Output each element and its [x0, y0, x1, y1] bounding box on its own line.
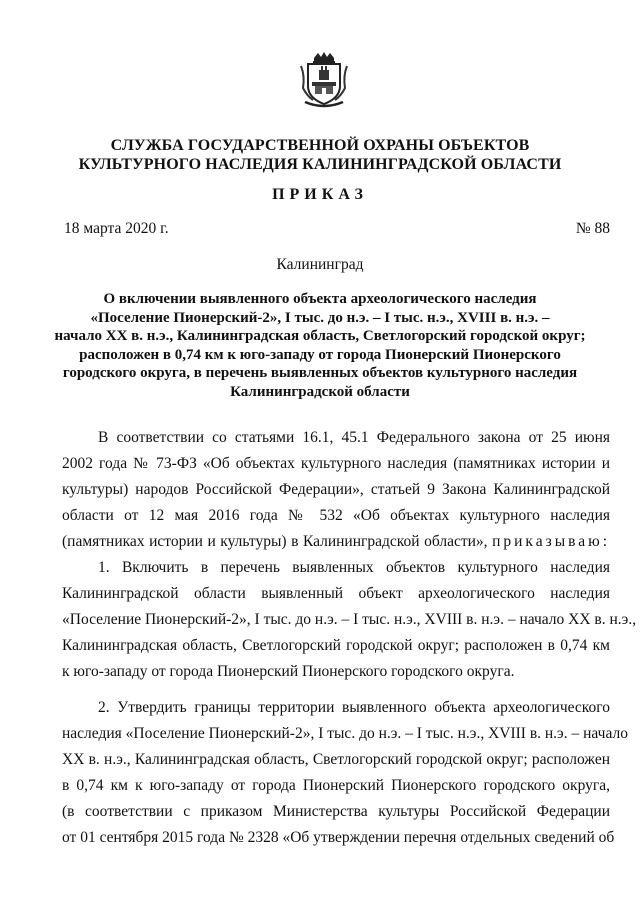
body-line: наследия «Поселение Пионерский-2», I тыс. до н.э. – I тыс. н.э., XVIII в. н.э. – начало [62, 725, 628, 742]
body-line: «Поселение Пионерский-2», I тыс. до н.э. – I тыс. н.э., XVIII в. н.э. – начало XX в. н.э., [62, 611, 637, 628]
body-line: от 01 сентября 2015 года № 2328 «Об утверждении перечня отдельных сведений об [62, 829, 615, 846]
document-type: ПРИКАЗ [272, 186, 368, 203]
body-line: 2002 года № 73-ФЗ «Об объектах культурного наследия (памятниках истории и [62, 455, 610, 472]
document-title [40, 290, 600, 401]
title-line: Калининградской области [230, 383, 410, 400]
body-line [62, 529, 610, 555]
body-line: Калининградской области выявленный объект археологического наследия [62, 585, 610, 602]
order-word: приказываю: [492, 533, 611, 550]
body-line: 1. Включить в перечень выявленных объектов культурного наследия [98, 559, 610, 576]
document-number: № 88 [575, 220, 610, 237]
body-line: области от 12 мая 2016 года № 532 «Об объектах культурного наследия [62, 507, 610, 524]
title-line: городского округа, в перечень выявленных объектов культурного наследия [62, 365, 578, 381]
body-line: В соответствии со статьями 16.1, 45.1 Федерального закона от 25 июня [98, 429, 610, 446]
item-2-paragraph [62, 695, 628, 851]
body-line: Калининградская область, Светлогорский городской округ; расположен в 0,74 км [62, 637, 610, 654]
body-line: XX в. н.э., Калининградская область, Светлогорский городской округ; расположен [62, 751, 610, 768]
document-city: Калининград [276, 256, 364, 273]
organization-name-line1: СЛУЖБА ГОСУДАРСТВЕННОЙ ОХРАНЫ ОБЪЕКТОВ [110, 137, 530, 154]
title-line: О включении выявленного объекта археологического наследия [103, 291, 537, 307]
document-body [62, 425, 637, 851]
item-1-paragraph [62, 555, 637, 685]
body-line: (в соответствии с приказом Министерства культуры Российской Федерации [62, 803, 610, 820]
preamble-last-text: (памятниках истории и культуры) в Калининградской области», [62, 533, 488, 550]
preamble-paragraph [62, 425, 610, 555]
title-line: начало XX в. н.э., Калининградская область, Светлогорский городской округ; [54, 328, 586, 344]
body-line: культуры) народов Российской Федерации», статьей 9 Закона Калининградской [62, 481, 610, 498]
document-date: 18 марта 2020 г. [64, 220, 169, 237]
organization-name-line2: КУЛЬТУРНОГО НАСЛЕДИЯ КАЛИНИНГРАДСКОЙ ОБЛАСТИ [78, 156, 562, 173]
body-line: 2. Утвердить границы территории выявленного объекта археологического [98, 699, 610, 716]
title-line: «Поселение Пионерский-2», I тыс. до н.э. – I тыс. н.э., XVIII в. н.э. – [90, 309, 550, 326]
body-line: к юго-западу от города Пионерский Пионерского городского округа. [62, 663, 515, 680]
kaliningrad-coat-of-arms-icon [299, 52, 349, 108]
body-line: в 0,74 км к юго-западу от города Пионерский Пионерского городского округа, [62, 777, 610, 794]
title-line: расположен в 0,74 км к юго-западу от города Пионерский Пионерского [79, 346, 561, 363]
